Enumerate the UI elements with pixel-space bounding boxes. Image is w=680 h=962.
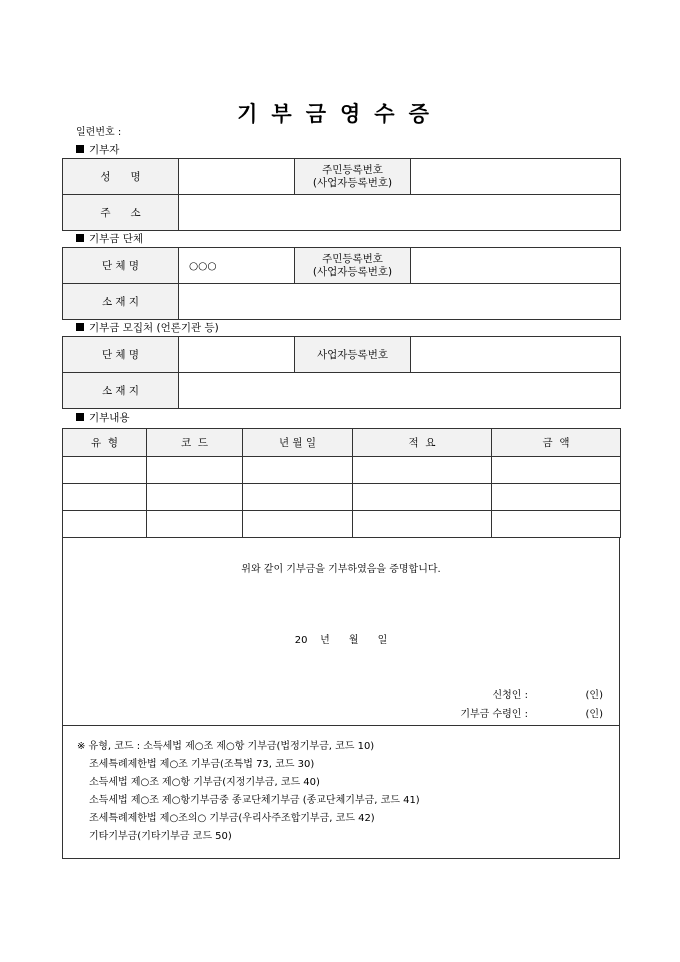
collector-biz-label: 사업자등록번호: [295, 337, 411, 373]
section-org: [76, 233, 143, 245]
note-line: 소득세법 제○조 제○항기부금중 종교단체기부금 (종교단체기부금, 코드 41): [89, 795, 420, 806]
table-row: [63, 511, 621, 538]
org-id-field[interactable]: [411, 248, 621, 284]
collector-name-field[interactable]: [179, 337, 295, 373]
cell-amount[interactable]: [492, 457, 621, 484]
notes-box: [62, 725, 620, 859]
col-type-header: 유 형: [63, 429, 147, 457]
section-org-label: 기부금 단체: [89, 233, 144, 245]
org-location-label: 소 재 지: [63, 284, 179, 320]
cell-amount[interactable]: [492, 511, 621, 538]
square-bullet-icon: [76, 413, 84, 421]
note-line: 조세특례제한법 제○조 기부금(조특법 73, 코드 30): [89, 759, 315, 770]
col-code-header: 코 드: [147, 429, 243, 457]
section-collector: [76, 322, 219, 334]
content-header-row: [63, 429, 621, 457]
col-amount-header: 금 액: [492, 429, 621, 457]
org-location-field[interactable]: [179, 284, 621, 320]
page-title: 기부금영수증: [237, 102, 443, 126]
org-table: [62, 247, 621, 320]
donor-name-field[interactable]: [179, 159, 295, 195]
note-line: 기타기부금(기타기부금 코드 50): [89, 831, 232, 842]
cell-code[interactable]: [147, 457, 243, 484]
section-donor: [76, 144, 119, 156]
donor-id-field[interactable]: [411, 159, 621, 195]
org-id-label: [295, 248, 411, 284]
cell-summary[interactable]: [353, 484, 492, 511]
cell-summary[interactable]: [353, 511, 492, 538]
org-name-field[interactable]: ○○○: [179, 248, 295, 284]
content-table: [62, 428, 621, 538]
col-summary-header: 적 요: [353, 429, 492, 457]
applicant-seal[interactable]: (인): [585, 690, 603, 701]
cell-date[interactable]: [243, 511, 353, 538]
donor-address-field[interactable]: [179, 195, 621, 231]
certification-statement: 위와 같이 기부금을 기부하였음을 증명합니다.: [241, 564, 441, 575]
note-line: ※ 유형, 코드 : 소득세법 제○조 제○항 기부금(법정기부금, 코드 10): [77, 741, 375, 752]
note-line: 조세특례제한법 제○조의○ 기부금(우리사주조합기부금, 코드 42): [89, 813, 375, 824]
cell-date[interactable]: [243, 484, 353, 511]
donor-table: [62, 158, 621, 231]
donor-address-label: 주 소: [63, 195, 179, 231]
cell-type[interactable]: [63, 457, 147, 484]
square-bullet-icon: [76, 323, 84, 331]
certification-date: 20 년 월 일: [294, 635, 388, 646]
square-bullet-icon: [76, 234, 84, 242]
cell-code[interactable]: [147, 484, 243, 511]
col-date-header: 년 월 일: [243, 429, 353, 457]
donor-id-label-line2: (사업자등록번호): [312, 176, 393, 189]
collector-name-label: 단 체 명: [63, 337, 179, 373]
section-content-label: 기부내용: [89, 412, 130, 424]
collector-table: [62, 336, 621, 409]
note-line: 소득세법 제○조 제○항 기부금(지정기부금, 코드 40): [89, 777, 320, 788]
collector-biz-field[interactable]: [411, 337, 621, 373]
cell-type[interactable]: [63, 484, 147, 511]
recipient-label: 기부금 수령인 :: [460, 709, 528, 720]
donor-name-label: 성 명: [63, 159, 179, 195]
table-row: [63, 457, 621, 484]
certification-box: [62, 538, 620, 726]
serial-number-label: 일련번호 :: [76, 127, 122, 138]
org-id-label-line1: 주민등록번호: [322, 252, 383, 265]
recipient-seal[interactable]: (인): [585, 709, 603, 720]
applicant-label: 신청인 :: [492, 690, 528, 701]
table-row: [63, 484, 621, 511]
section-donor-label: 기부자: [89, 144, 120, 156]
cell-type[interactable]: [63, 511, 147, 538]
collector-location-field[interactable]: [179, 373, 621, 409]
donor-id-label: [295, 159, 411, 195]
cell-code[interactable]: [147, 511, 243, 538]
cell-amount[interactable]: [492, 484, 621, 511]
org-name-label: 단 체 명: [63, 248, 179, 284]
org-id-label-line2: (사업자등록번호): [312, 265, 393, 278]
cell-summary[interactable]: [353, 457, 492, 484]
section-content: [76, 412, 130, 424]
section-collector-label: 기부금 모집처 (언론기관 등): [89, 322, 219, 334]
collector-location-label: 소 재 지: [63, 373, 179, 409]
cell-date[interactable]: [243, 457, 353, 484]
donor-id-label-line1: 주민등록번호: [322, 163, 383, 176]
square-bullet-icon: [76, 145, 84, 153]
